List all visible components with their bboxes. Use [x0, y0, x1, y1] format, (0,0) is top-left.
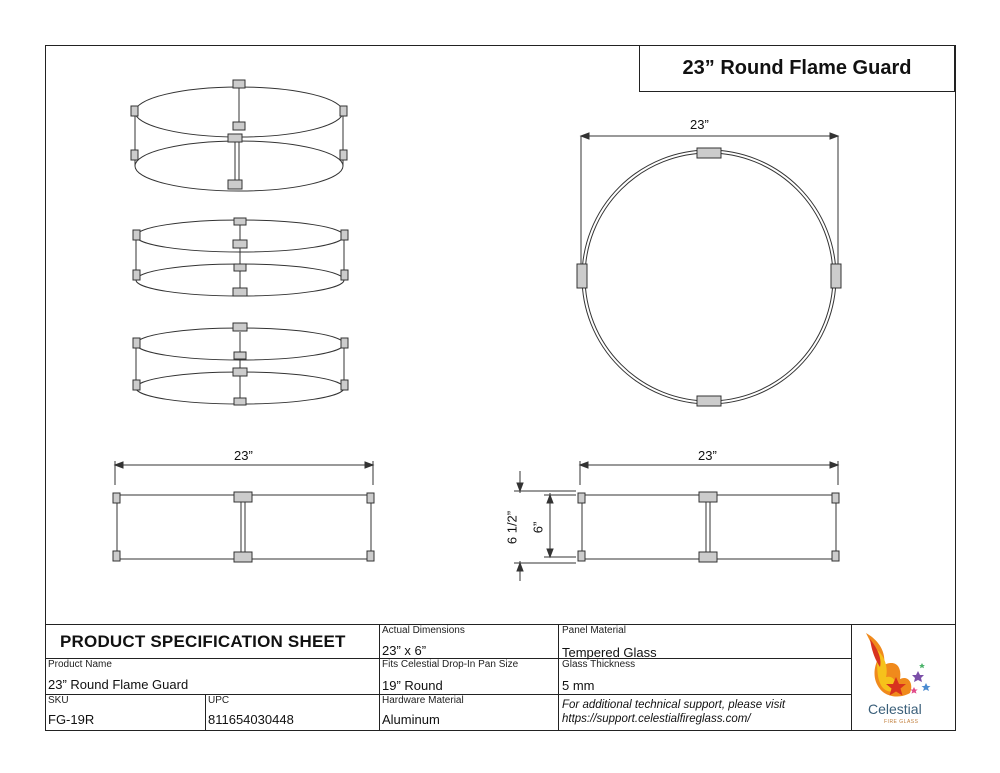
product-name-value: 23” Round Flame Guard [48, 677, 189, 692]
celestial-logo [856, 627, 952, 727]
support-link[interactable]: https://support.celestialfireglass.com/ [562, 713, 751, 725]
fits-label: Fits Celestial Drop-In Pan Size [382, 659, 519, 670]
hardware-label: Hardware Material [382, 695, 464, 706]
support-line-1: For additional technical support, please visit [562, 699, 786, 711]
upc-value: 811654030448 [208, 712, 294, 727]
upc-label: UPC [208, 695, 230, 706]
hardware-value: Aluminum [382, 712, 440, 727]
spec-sheet-title: PRODUCT SPECIFICATION SHEET [60, 632, 346, 651]
side-left-width-label: 23” [234, 448, 253, 463]
glass-height-label: 6” [530, 521, 546, 534]
logo-subtitle: FIRE GLASS [884, 719, 919, 725]
page-title: 23” Round Flame Guard [682, 57, 912, 79]
overall-height-label: 6 1/2” [504, 510, 520, 545]
actual-dimensions-label: Actual Dimensions [382, 625, 465, 636]
actual-dimensions-value: 23” x 6” [382, 643, 427, 658]
sku-value: FG-19R [48, 712, 95, 727]
logo-name: Celestial [868, 701, 922, 717]
product-name-label: Product Name [48, 659, 112, 670]
glass-thickness-value: 5 mm [562, 678, 595, 693]
top-view-width-label: 23” [690, 117, 709, 132]
sku-label: SKU [48, 695, 69, 706]
flame-star-icon [856, 627, 952, 701]
side-right-width-label: 23” [698, 448, 717, 463]
panel-material-label: Panel Material [562, 625, 626, 636]
support-text [562, 698, 785, 726]
fits-value: 19” Round [382, 678, 443, 693]
glass-thickness-label: Glass Thickness [562, 659, 636, 670]
panel-material-value: Tempered Glass [562, 645, 657, 660]
